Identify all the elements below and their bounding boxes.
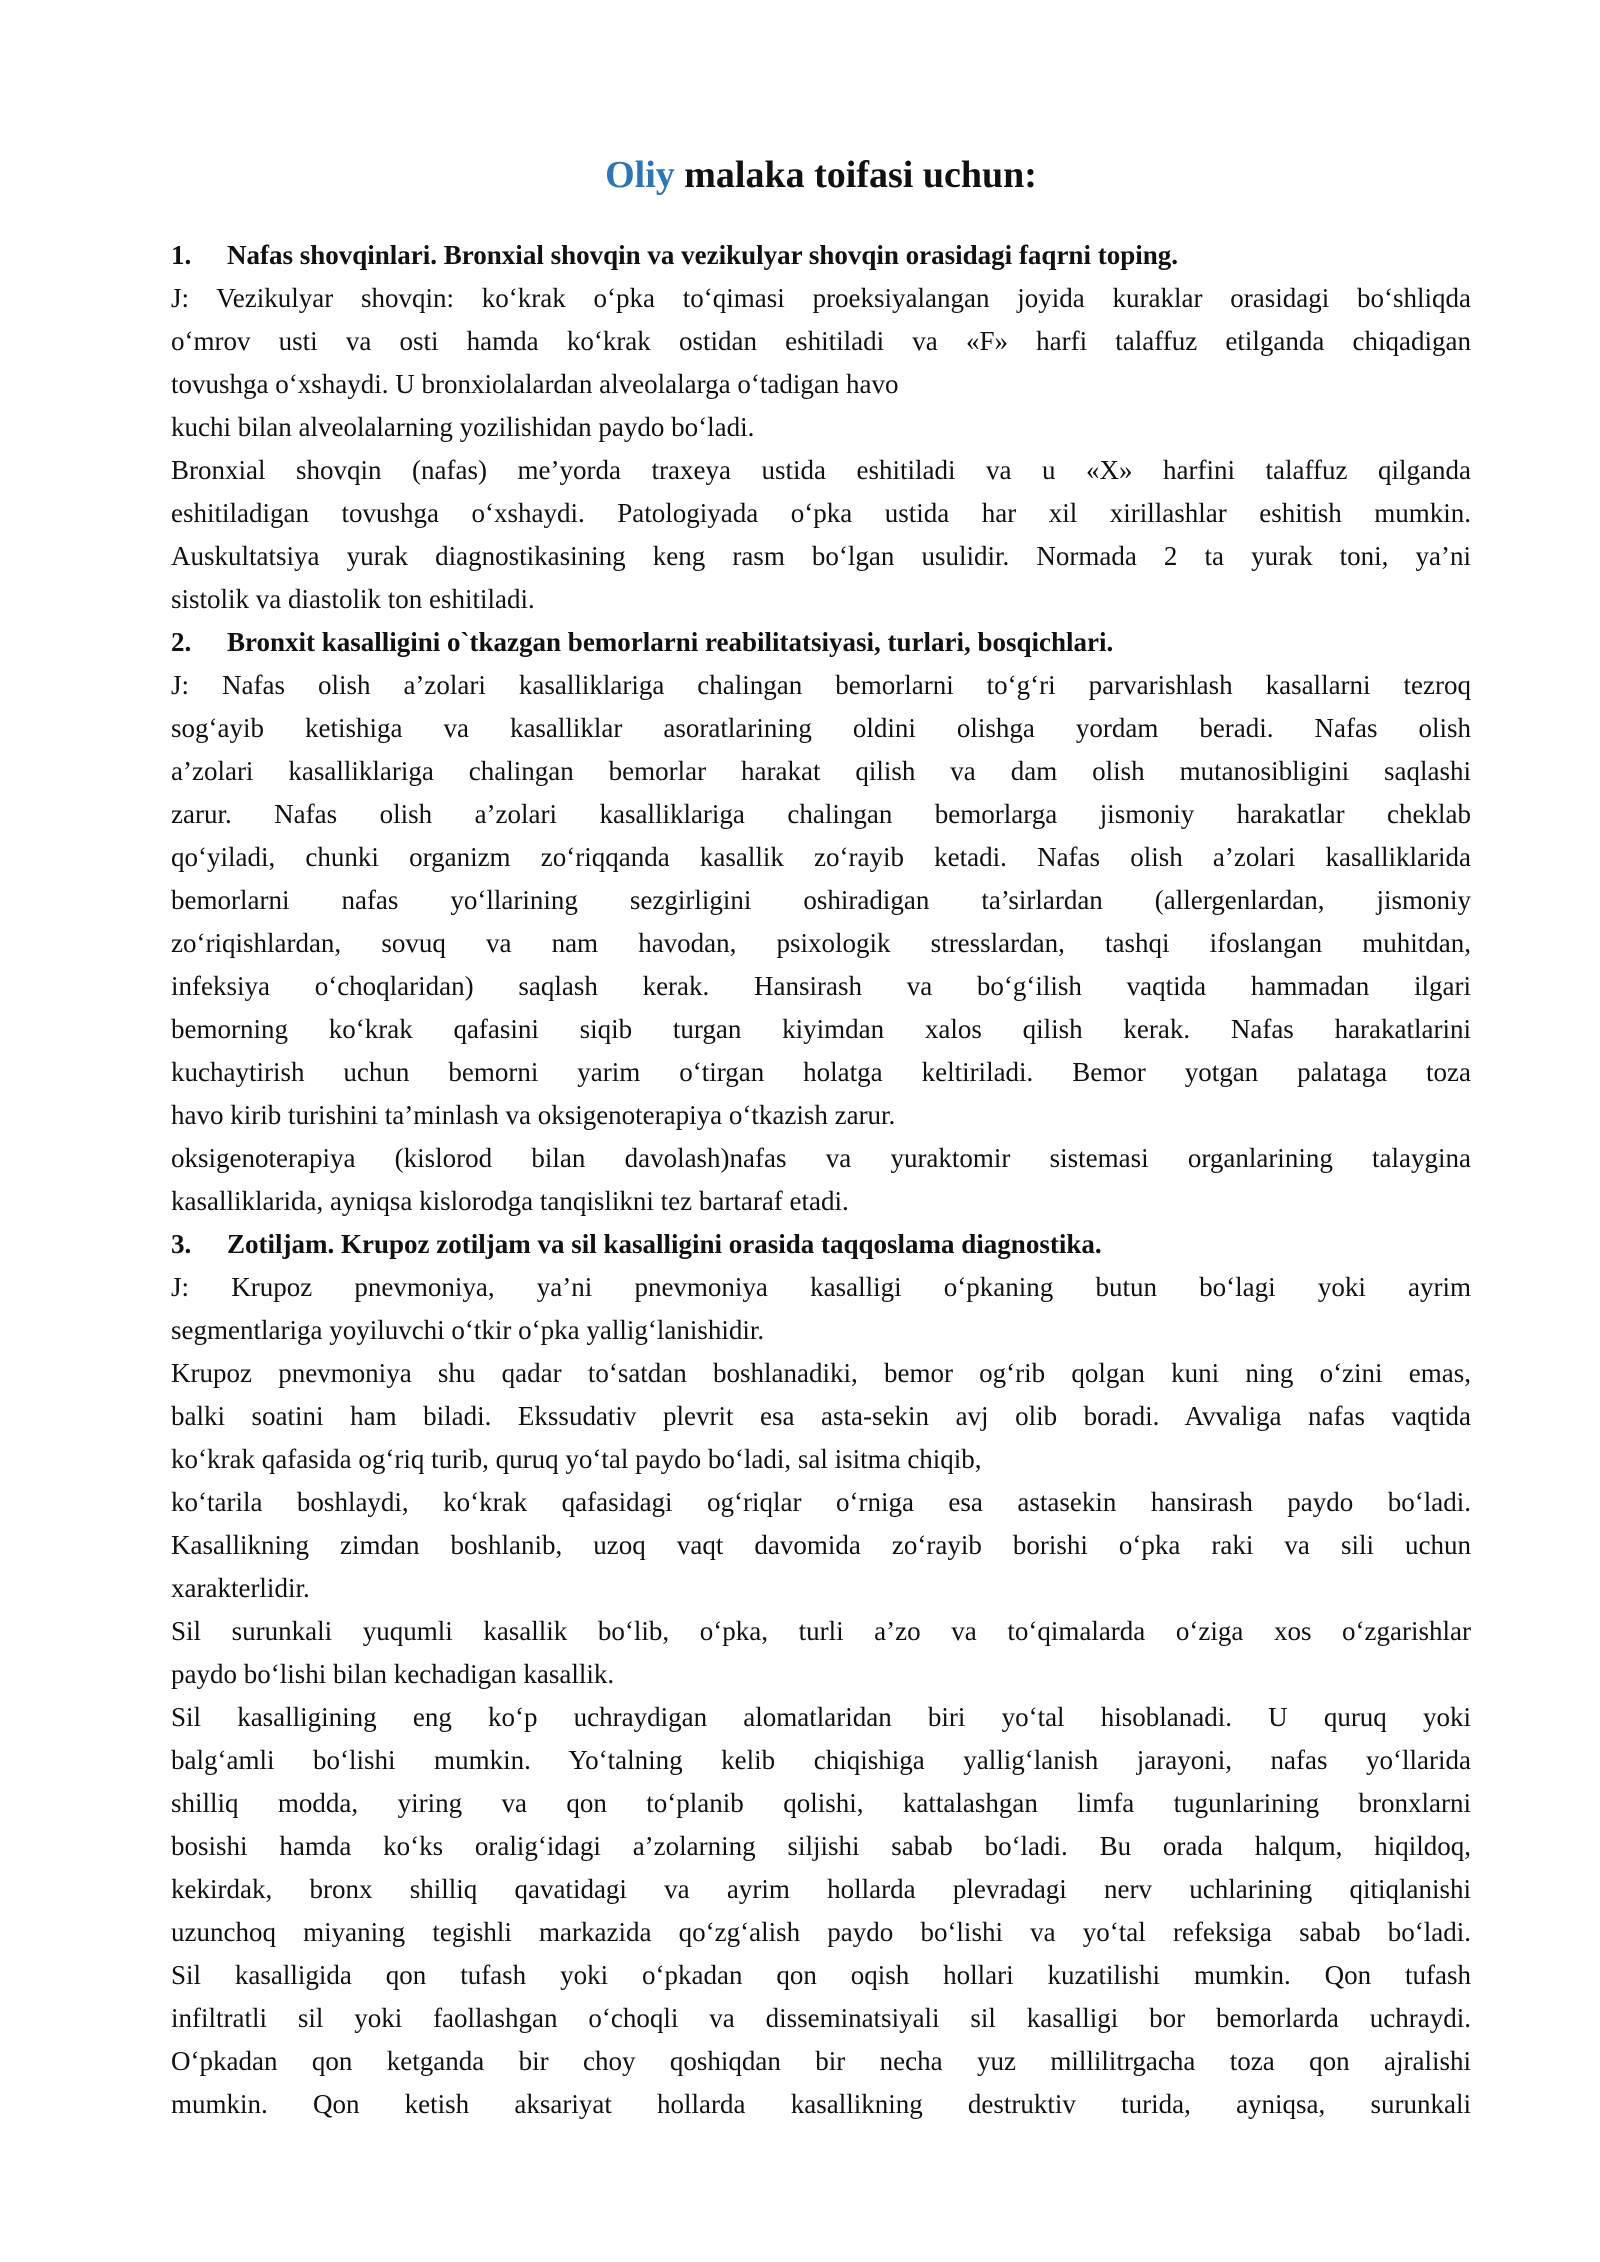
paragraph-line: balki soatini ham biladi. Ekssudativ plevrit esa asta-sekin avj olib boradi. Avvaliga nafas vaqtida (171, 1401, 1471, 1431)
paragraph-line: segmentlariga yoyiluvchi o‘tkir o‘pka yallig‘lanishidir. (171, 1315, 765, 1345)
paragraph-line: eshitiladigan tovushga o‘xshaydi. Patologiyada o‘pka ustida har xil xirillashlar eshitish mumkin. (171, 498, 1471, 528)
paragraph-line: bosishi hamda ko‘ks oralig‘idagi a’zolarning siljishi sabab bo‘ladi. Bu orada halqum, hiqildoq, (171, 1831, 1471, 1861)
paragraph-line: ko‘krak qafasida og‘riq turib, quruq yo‘tal paydo bo‘ladi, sal isitma chiqib, (171, 1444, 982, 1474)
question-heading (171, 621, 1471, 664)
paragraph-line: Sil kasalligida qon tufash yoki o‘pkadan qon oqish hollari kuzatilishi mumkin. Qon tufash (171, 1960, 1471, 1990)
question-number: 3. (171, 1229, 192, 1259)
paragraph-line: o‘mrov usti va osti hamda ko‘krak ostidan eshitiladi va «F» harfi talaffuz etilganda chiqadigan (171, 326, 1471, 356)
document-page (171, 150, 1471, 2126)
paragraph-line: Sil surunkali yuqumli kasallik bo‘lib, o‘pka, turli a’zo va to‘qimalarda o‘ziga xos o‘zgarishlar (171, 1616, 1471, 1646)
paragraph-line: sog‘ayib ketishiga va kasalliklar asoratlarining oldini olishga yordam beradi. Nafas olish (171, 713, 1471, 743)
paragraph-line: zarur. Nafas olish a’zolari kasalliklariga chalingan bemorlarga jismoniy harakatlar cheklab (171, 799, 1471, 829)
paragraph-line: tovushga o‘xshaydi. U bronxiolalardan alveolalarga o‘tadigan havo (171, 369, 899, 399)
paragraph-line: infiltratli sil yoki faollashgan o‘choqli va disseminatsiyali sil kasalligi bor bemorlarda uchraydi. (171, 2003, 1471, 2033)
paragraph-line: havo kirib turishini ta’minlash va oksigenoterapiya o‘tkazish zarur. (171, 1100, 896, 1130)
page-title-accent: Oliy (605, 154, 675, 196)
page-title-rest: malaka toifasi uchun: (684, 154, 1037, 196)
paragraph-line: zo‘riqishlardan, sovuq va nam havodan, psixologik stresslardan, tashqi ifoslangan muhitdan, (171, 928, 1471, 958)
paragraph-line: ko‘tarila boshlaydi, ko‘krak qafasidagi og‘riqlar o‘rniga esa astasekin hansirash paydo bo‘ladi. (171, 1487, 1471, 1517)
paragraph-line: balg‘amli bo‘lishi mumkin. Yo‘talning kelib chiqishiga yallig‘lanish jarayoni, nafas yo‘llarida (171, 1745, 1471, 1775)
paragraph-line: Sil kasalligining eng ko‘p uchraydigan alomatlaridan biri yo‘tal hisoblanadi. U quruq yoki (171, 1702, 1471, 1732)
paragraph-line: J: Krupoz pnevmoniya, ya’ni pnevmoniya kasalligi o‘pkaning butun bo‘lagi yoki ayrim (171, 1272, 1471, 1302)
question-text: Zotiljam. Krupoz zotiljam va sil kasalligini orasida taqqoslama diagnostika. (227, 1229, 1102, 1259)
paragraph-line: sistolik va diastolik ton eshitiladi. (171, 584, 535, 614)
paragraph-line: kuchi bilan alveolalarning yozilishidan paydo bo‘ladi. (171, 412, 755, 442)
paragraph-line: uzunchoq miyaning tegishli markazida qo‘zg‘alish paydo bo‘lishi va yo‘tal refeksiga sabab bo‘ladi. (171, 1917, 1471, 1947)
question-heading (171, 1223, 1471, 1266)
paragraph-line: Bronxial shovqin (nafas) me’yorda traxeya ustida eshitiladi va u «X» harfini talaffuz qilganda (171, 455, 1471, 485)
paragraph-line: kuchaytirish uchun bemorni yarim o‘tirgan holatga keltiriladi. Bemor yotgan palataga toza (171, 1057, 1471, 1087)
question-heading (171, 234, 1471, 277)
paragraph-line: paydo bo‘lishi bilan kechadigan kasallik. (171, 1659, 615, 1689)
paragraph-line: infeksiya o‘choqlaridan) saqlash kerak. Hansirash va bo‘g‘ilish vaqtida hammadan ilgari (171, 971, 1471, 1001)
question-text: Bronxit kasalligini o`tkazgan bemorlarni reabilitatsiyasi, turlari, bosqichlari. (227, 627, 1114, 657)
paragraph-line: bemorlarni nafas yo‘llarining sezgirligini oshiradigan ta’sirlardan (allergenlardan, jismoniy (171, 885, 1471, 915)
paragraph-line: bemorning ko‘krak qafasini siqib turgan kiyimdan xalos qilish kerak. Nafas harakatlarini (171, 1014, 1471, 1044)
paragraph-line: Krupoz pnevmoniya shu qadar to‘satdan boshlanadiki, bemor og‘rib qolgan kuni ning o‘zini emas, (171, 1358, 1471, 1388)
paragraph-line: J: Nafas olish a’zolari kasalliklariga chalingan bemorlarni to‘g‘ri parvarishlash kasallarni tezroq (171, 670, 1471, 700)
question-text: Nafas shovqinlari. Bronxial shovqin va vezikulyar shovqin orasidagi faqrni toping. (227, 240, 1178, 270)
paragraph-line: J: Vezikulyar shovqin: ko‘krak o‘pka to‘qimasi proeksiyalangan joyida kuraklar orasidagi bo‘shliqda (171, 283, 1471, 313)
paragraph-line: kasalliklarida, ayniqsa kislorodga tanqislikni tez bartaraf etadi. (171, 1186, 849, 1216)
page-title (171, 150, 1471, 200)
paragraph-line: shilliq modda, yiring va qon to‘planib qolishi, kattalashgan limfa tugunlarining bronxlarni (171, 1788, 1471, 1818)
paragraph-line: kekirdak, bronx shilliq qavatidagi va ayrim hollarda plevradagi nerv uchlarining qitiqlanishi (171, 1874, 1471, 1904)
paragraph-line: Auskultatsiya yurak diagnostikasining keng rasm bo‘lgan usulidir. Normada 2 ta yurak toni, ya’ni (171, 541, 1471, 571)
document-body (171, 234, 1471, 2126)
paragraph-line: xarakterlidir. (171, 1573, 310, 1603)
paragraph-line: mumkin. Qon ketish aksariyat hollarda kasallikning destruktiv turida, ayniqsa, surunkali (171, 2089, 1471, 2119)
paragraph-line: Kasallikning zimdan boshlanib, uzoq vaqt davomida zo‘rayib borishi o‘pka raki va sili uchun (171, 1530, 1471, 1560)
paragraph-line: a’zolari kasalliklariga chalingan bemorlar harakat qilish va dam olish mutanosibligini saqlashi (171, 756, 1471, 786)
question-number: 1. (171, 240, 192, 270)
paragraph-line: qo‘yiladi, chunki organizm zo‘riqqanda kasallik zo‘rayib ketadi. Nafas olish a’zolari kasalliklarida (171, 842, 1471, 872)
paragraph-line: oksigenoterapiya (kislorod bilan davolash)nafas va yuraktomir sistemasi organlarining talaygina (171, 1143, 1471, 1173)
paragraph-line: O‘pkadan qon ketganda bir choy qoshiqdan bir necha yuz millilitrgacha toza qon ajralishi (171, 2046, 1471, 2076)
question-number: 2. (171, 627, 192, 657)
